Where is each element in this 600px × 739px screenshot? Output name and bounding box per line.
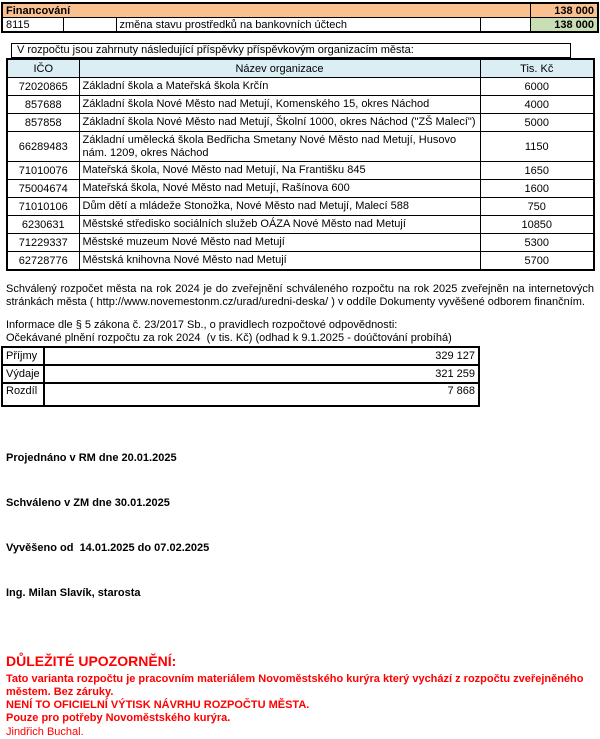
budget-document-page [0,2,600,738]
financing-table [1,2,599,33]
financing-title: Financování [2,3,530,18]
cell-ico: 857688 [7,96,79,114]
cell-ico: 62728776 [7,252,79,271]
cell-name: Základní škola a Mateřská škola Krčín [79,78,480,96]
notice-disclaimer-line: Tato varianta rozpočtu je pracovním materiálem Novoměstského kurýra který vychází z rozpočtu zveřejněného městem. Bez záruky. [6,673,584,698]
financing-header-row [2,3,598,18]
notice-title: DŮLEŽITÉ UPOZORNĚNÍ: [6,653,177,669]
cell-amount: 5300 [480,234,594,252]
table-row [7,78,594,96]
cell-name: Základní škola Nové Město nad Metují, Komenského 15, okres Náchod [79,96,480,114]
approval-rm-line: Projednáno v RM dne 20.01.2025 [6,452,177,464]
expected-value: 321 259 [44,365,479,383]
mayor-signature-line: Ing. Milan Slavík, starosta [6,587,141,599]
contributions-header-row [7,59,594,78]
expected-label: Rozdíl [2,383,44,406]
cell-ico: 71010076 [7,162,79,180]
cell-name: Základní škola Nové Město nad Metují, Školní 1000, okres Náchod ("ZŠ Malecí") [79,114,480,132]
table-row [7,252,594,271]
table-row [7,216,594,234]
law-info-paragraph: Informace dle § 5 zákona č. 23/2017 Sb., o pravidlech rozpočtové odpovědnosti: [6,319,398,331]
expected-label: Příjmy [2,347,44,365]
notice-not-official-line: NENÍ TO OFICIELNÍ VÝTISK NÁVRHU ROZPOČTU MĚSTA. [6,699,310,711]
expected-fulfillment-table [1,346,480,407]
important-notice [6,653,600,739]
financing-description: změna stavu prostředků na bankovních účtech [116,18,480,33]
contributions-table [6,58,595,271]
cell-name: Mateřská škola, Nové Město nad Metují, Rašínova 600 [79,180,480,198]
table-row [7,96,594,114]
table-row [7,162,594,180]
financing-amount: 138 000 [530,18,598,33]
table-row [2,347,479,365]
cell-name: Městské středisko sociálních služeb OÁZA Nové Město nad Metují [79,216,480,234]
cell-name: Základní umělecká škola Bedřicha Smetany Nové Město nad Metují, Husovo nám. 1209, okres Náchod [79,132,480,162]
cell-amount: 10850 [480,216,594,234]
table-row [2,365,479,383]
financing-title-amount: 138 000 [530,3,598,18]
cell-name: Mateřská škola, Nové Město nad Metují, Na Františku 845 [79,162,480,180]
table-row [7,234,594,252]
col-header-amount: Tis. Kč [480,59,594,78]
financing-detail-row [2,18,598,33]
cell-amount: 5700 [480,252,594,271]
table-row [2,383,479,406]
cell-amount: 4000 [480,96,594,114]
table-row [7,114,594,132]
expected-value: 329 127 [44,347,479,365]
approval-posted-line: Vyvěšeno od 14.01.2025 do 07.02.2025 [6,542,210,554]
approval-zm-line: Schváleno v ZM dne 30.01.2025 [6,497,170,509]
cell-name: Městská knihovna Nové Město nad Metují [79,252,480,271]
cell-name: Dům dětí a mládeže Stonožka, Nové Město nad Metují, Malecí 588 [79,198,480,216]
col-header-ico: IČO [7,59,79,78]
table-row [7,132,594,162]
cell-amount: 5000 [480,114,594,132]
cell-amount: 6000 [480,78,594,96]
approval-block [6,421,600,631]
notice-author-signature: Jindřich Buchal. [6,726,84,738]
cell-ico: 71229337 [7,234,79,252]
cell-amount: 1150 [480,132,594,162]
table-row [7,180,594,198]
cell-ico: 66289483 [7,132,79,162]
expected-value: 7 868 [44,383,479,406]
contributions-intro: V rozpočtu jsou zahrnuty následující příspěvky příspěvkovým organizacím města: [11,43,571,58]
financing-code: 8115 [2,18,63,33]
expected-label: Výdaje [2,365,44,383]
cell-ico: 857858 [7,114,79,132]
cell-amount: 1600 [480,180,594,198]
cell-name: Městské muzeum Nové Město nad Metují [79,234,480,252]
cell-amount: 750 [480,198,594,216]
cell-ico: 72020865 [7,78,79,96]
cell-amount: 1650 [480,162,594,180]
notice-purpose-line: Pouze pro potřeby Novoměstského kurýra. [6,712,231,724]
col-header-name: Název organizace [79,59,480,78]
expected-caption: Očekávané plnění rozpočtu za rok 2024 (v tis. Kč) (odhad k 9.1.2025 - doúčtování probíhá) [6,332,452,344]
financing-empty-cell-2 [480,18,530,33]
table-row [7,198,594,216]
cell-ico: 6230631 [7,216,79,234]
cell-ico: 75004674 [7,180,79,198]
financing-empty-cell-1 [63,18,116,33]
published-paragraph: Schválený rozpočet města na rok 2024 je do zveřejnění schváleného rozpočtu na rok 2025 zveřejněn na internetových stránkách města ( http://www.novemestonm.cz/urad/uredni-deska/ ) v oddíle Dokumenty vyvěšené odborem finančním. [6,283,598,308]
cell-ico: 71010106 [7,198,79,216]
